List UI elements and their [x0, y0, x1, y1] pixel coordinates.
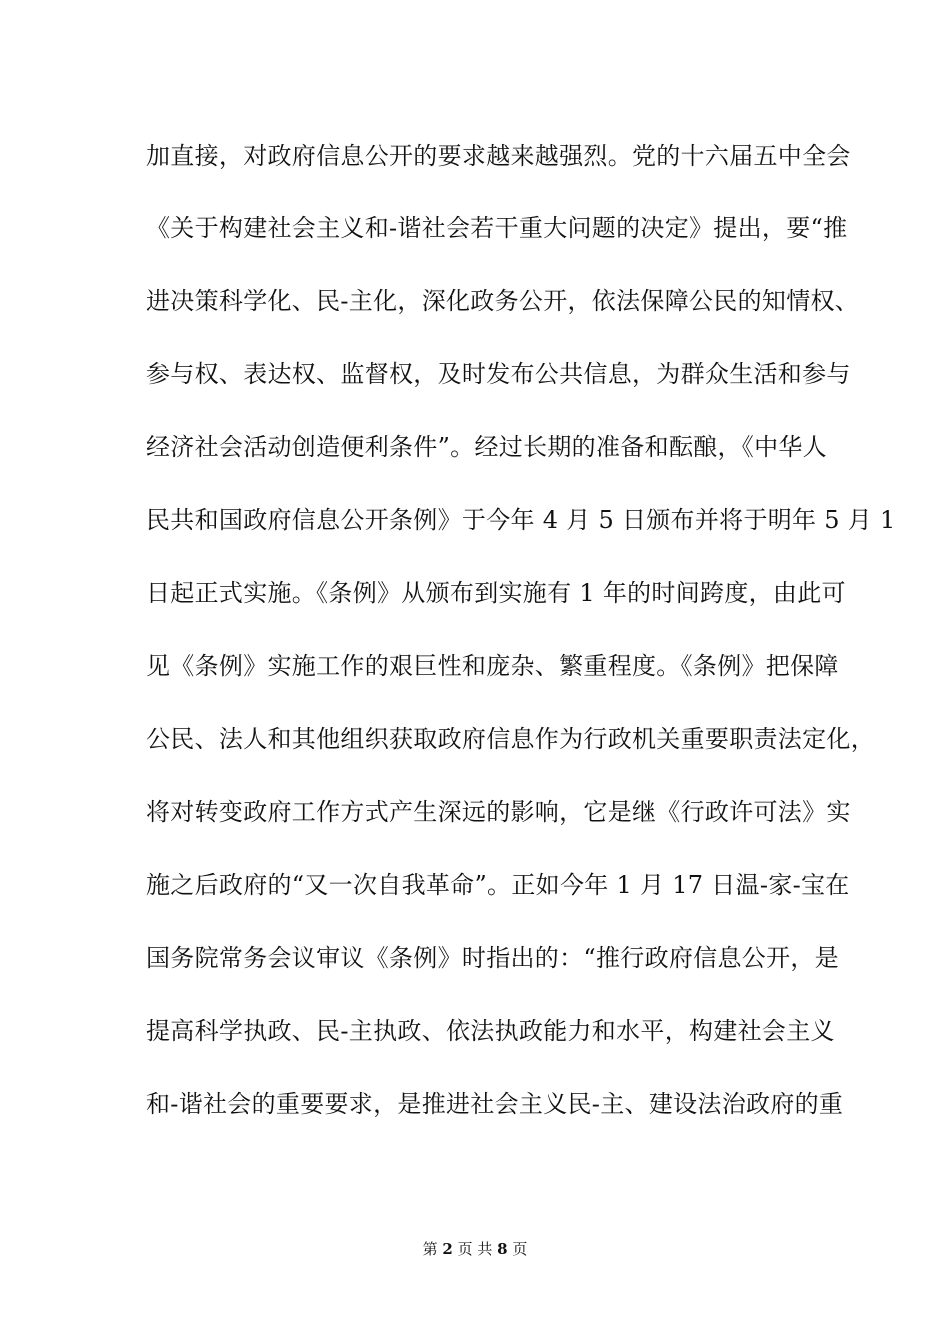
- total-page-count: 8: [497, 1240, 508, 1258]
- body-line-9: 公民、法人和其他组织获取政府信息作为行政机关重要职责法定化，: [146, 725, 875, 753]
- body-line-6: 民共和国政府信息公开条例》于今年 4 月 5 日颁布并将于明年 5 月 1: [146, 506, 896, 534]
- footer-prefix: 第: [422, 1240, 438, 1258]
- body-line-12: 国务院常务会议审议《条例》时指出的：“推行政府信息公开，是: [146, 944, 839, 972]
- footer-middle: 页 共: [457, 1240, 493, 1258]
- body-line-1: 加直接，对政府信息公开的要求越来越强烈。党的十六届五中全会: [146, 142, 851, 170]
- body-line-5: 经济社会活动创造便利条件”。经过长期的准备和酝酿，《中华人: [146, 433, 827, 461]
- current-page-number: 2: [442, 1240, 453, 1258]
- body-line-14: 和-谐社会的重要要求，是推进社会主义民-主、建设法治政府的重: [146, 1090, 844, 1118]
- body-line-13: 提高科学执政、民-主执政、依法执政能力和水平，构建社会主义: [146, 1017, 835, 1045]
- body-line-3: 进决策科学化、民-主化，深化政务公开，依法保障公民的知情权、: [146, 287, 860, 315]
- footer-suffix: 页: [512, 1240, 528, 1258]
- body-line-4: 参与权、表达权、监督权，及时发布公共信息，为群众生活和参与: [146, 360, 851, 388]
- body-line-7: 日起正式实施。《条例》从颁布到实施有 1 年的时间跨度，由此可: [146, 579, 846, 607]
- body-line-10: 将对转变政府工作方式产生深远的影响，它是继《行政许可法》实: [146, 798, 851, 826]
- page-footer: [0, 1239, 950, 1259]
- body-line-8: 见《条例》实施工作的艰巨性和庞杂、繁重程度。《条例》把保障: [146, 652, 839, 680]
- body-line-11: 施之后政府的“又一次自我革命”。正如今年 1 月 17 日温-家-宝在: [146, 871, 850, 899]
- body-line-2: 《关于构建社会主义和-谐社会若干重大问题的决定》提出，要“推: [146, 214, 848, 242]
